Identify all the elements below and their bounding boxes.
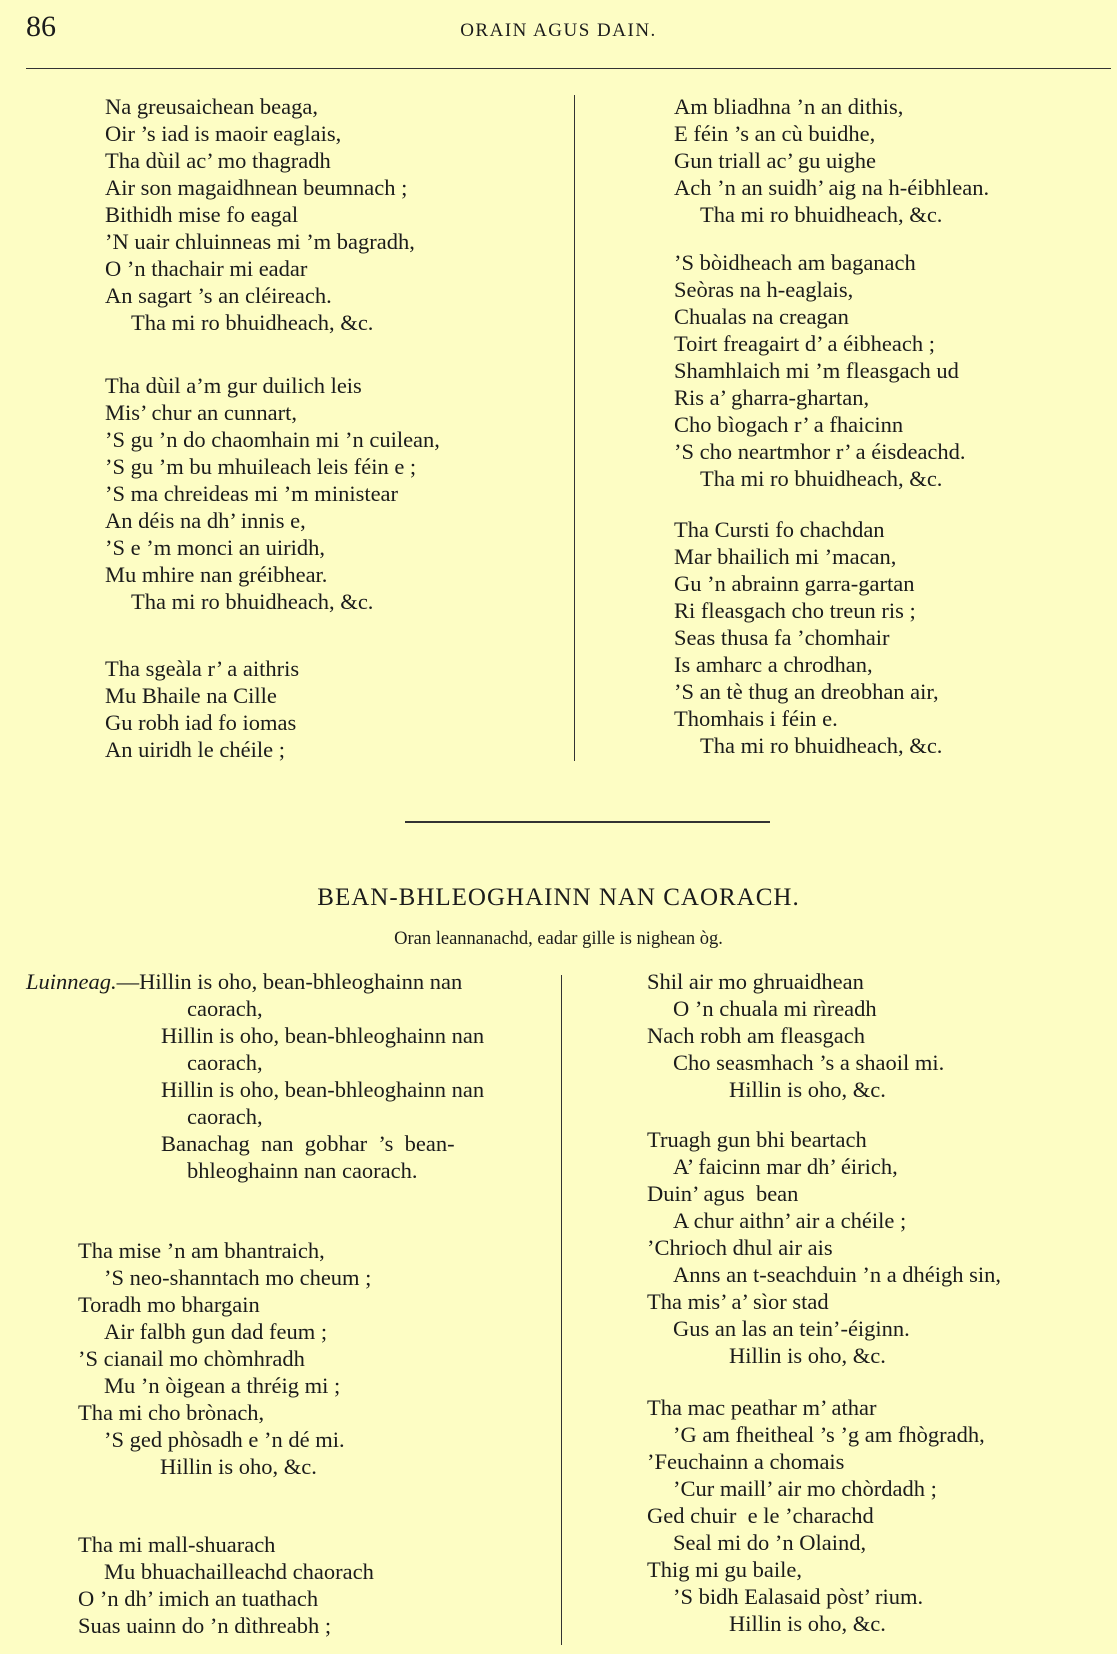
stanza (105, 655, 299, 763)
verse-line: ’S gu ’n do chaomhain mi ’n cuilean, (105, 427, 440, 452)
verse-line: ’N uair chluinneas mi ’m bagradh, (105, 229, 415, 254)
refrain-line: Hillin is oho, &c. (729, 1343, 886, 1368)
verse-line: ’S cianail mo chòmhradh (78, 1346, 305, 1371)
verse-line: Thig mi gu baile, (647, 1557, 802, 1582)
verse-line: ’Cur maill’ air mo chòrdadh ; (673, 1476, 937, 1501)
song-title: BEAN-BHLEOGHAINN NAN CAORACH. (317, 884, 800, 911)
stanza (78, 1237, 371, 1480)
verse-line: O ’n chuala mi rìreadh (673, 996, 877, 1021)
refrain-line: Hillin is oho, &c. (729, 1611, 886, 1636)
verse-line: Mar bhailich mi ’macan, (674, 544, 897, 569)
verse-line: O ’n dh’ imich an tuathach (78, 1586, 319, 1611)
verse-line: An sagart ’s an cléireach. (105, 283, 332, 308)
verse-line: Na greusaichean beaga, (105, 94, 319, 119)
chorus-line: Hillin is oho, bean-bhleoghainn nan (161, 1023, 485, 1048)
stanza (674, 93, 989, 228)
verse-line: Tha mi mall-shuarach (78, 1532, 276, 1557)
verse-line: Tha dùil ac’ mo thagradh (105, 148, 331, 173)
verse-line: Gun triall ac’ gu uighe (674, 148, 877, 173)
verse-line: Chualas na creagan (674, 304, 849, 329)
verse-line: Toirt freagairt d’ a éibheach ; (674, 331, 935, 356)
header-rule (26, 68, 1111, 69)
luinneag-label: Luinneag. (26, 969, 117, 994)
verse-line: An déis na dh’ innis e, (105, 508, 306, 533)
verse-line: Truagh gun bhi beartach (647, 1127, 867, 1152)
verse-line: A chur aithn’ air a chéile ; (673, 1208, 907, 1233)
stanza (105, 93, 415, 336)
verse-line: Is amharc a chrodhan, (674, 652, 873, 677)
verse-line: ’S gu ’m bu mhuileach leis féin e ; (105, 454, 417, 479)
stanza (674, 516, 942, 759)
verse-line: Nach robh am fleasgach (647, 1023, 866, 1048)
verse-line: Gus an las an tein’-éiginn. (673, 1316, 910, 1341)
verse-line: Tha mis’ a’ sìor stad (647, 1289, 829, 1314)
refrain-line: Tha mi ro bhuidheach, &c. (700, 202, 943, 227)
song-subtitle: Oran leannanachd, eadar gille is nighean òg. (394, 929, 723, 949)
verse-line: Tha mise ’n am bhantraich, (78, 1238, 325, 1263)
verse-line: ’S ma chreideas mi ’m ministear (105, 481, 399, 506)
chorus-line: bhleoghainn nan caorach. (187, 1158, 418, 1183)
verse-line: Mu bhuachailleachd chaorach (104, 1559, 374, 1584)
verse-line: Cho bìogach r’ a fhaicinn (674, 412, 904, 437)
verse-line: Cho seasmhach ’s a shaoil mi. (673, 1050, 945, 1075)
verse-line: An uiridh le chéile ; (105, 737, 285, 762)
stanza (647, 968, 944, 1103)
verse-line: Suas uainn do ’n dìthreabh ; (78, 1613, 332, 1638)
column-divider (574, 95, 575, 761)
column-divider (561, 975, 562, 1645)
refrain-line: Tha mi ro bhuidheach, &c. (700, 733, 943, 758)
verse-line: E féin ’s an cù buidhe, (674, 121, 876, 146)
stanza (647, 1126, 1001, 1369)
verse-line: ’S e ’m monci an uiridh, (105, 535, 325, 560)
chorus-line: caorach, (187, 1050, 263, 1075)
verse-line: Seas thusa fa ’chomhair (674, 625, 890, 650)
verse-line: ’S bidh Ealasaid pòst’ rium. (673, 1584, 924, 1609)
chorus-line: caorach, (187, 996, 263, 1021)
verse-line: Anns an t-seachduin ’n a dhéigh sin, (673, 1262, 1002, 1287)
refrain-line: Hillin is oho, &c. (729, 1077, 886, 1102)
verse-line: A’ faicinn mar dh’ éirich, (673, 1154, 898, 1179)
verse-line: Air falbh gun dad feum ; (104, 1319, 328, 1344)
verse-line: Shamhlaich mi ’m fleasgach ud (674, 358, 959, 383)
verse-line: Ri fleasgach cho treun ris ; (674, 598, 916, 623)
verse-line: Tha dùil a’m gur duilich leis (105, 373, 362, 398)
verse-line: Tha mac peathar m’ athar (647, 1395, 877, 1420)
verse-line: Thomhais i féin e. (674, 706, 838, 731)
verse-line: ’S ged phòsadh e ’n dé mi. (104, 1427, 345, 1452)
verse-line: ’S cho neartmhor r’ a éisdeachd. (674, 439, 966, 464)
chorus-line: caorach, (187, 1104, 263, 1129)
verse-line: Gu ’n abrainn garra-gartan (674, 571, 915, 596)
verse-line: Tha mi cho brònach, (78, 1400, 265, 1425)
stanza (674, 249, 966, 492)
running-title: ORAIN AGUS DAIN. (460, 20, 657, 41)
refrain-line: Hillin is oho, &c. (160, 1454, 317, 1479)
chorus-line: Hillin is oho, bean-bhleoghainn nan (161, 1077, 485, 1102)
verse-line: ’Chrioch dhul air ais (647, 1235, 833, 1260)
verse-line: Oir ’s iad is maoir eaglais, (105, 121, 342, 146)
chorus-line: Banachag nan gobhar ’s bean- (161, 1131, 455, 1156)
verse-line: Am bliadhna ’n an dithis, (674, 94, 904, 119)
stanza (647, 1394, 985, 1637)
refrain-line: Tha mi ro bhuidheach, &c. (131, 589, 374, 614)
chorus-line: —Hillin is oho, bean-bhleoghainn nan (116, 969, 463, 994)
verse-line: Seal mi do ’n Olaind, (673, 1530, 867, 1555)
refrain-line: Tha mi ro bhuidheach, &c. (131, 310, 374, 335)
page-number: 86 (26, 10, 56, 43)
verse-line: Ach ’n an suidh’ aig na h-éibhlean. (674, 175, 990, 200)
verse-line: ’Feuchainn a chomais (647, 1449, 845, 1474)
verse-line: Ged chuir e le ’charachd (647, 1503, 874, 1528)
verse-line: Seòras na h-eaglais, (674, 277, 854, 302)
verse-line: Mu Bhaile na Cille (105, 683, 277, 708)
verse-line: Mu ’n òigean a thréig mi ; (104, 1373, 341, 1398)
verse-line: Toradh mo bhargain (78, 1292, 260, 1317)
verse-line: Bithidh mise fo eagal (105, 202, 299, 227)
verse-line: Tha Cursti fo chachdan (674, 517, 885, 542)
verse-line: Air son magaidhnean beumnach ; (105, 175, 408, 200)
verse-line: ’S neo-shanntach mo cheum ; (104, 1265, 372, 1290)
verse-line: Duin’ agus bean (647, 1181, 799, 1206)
verse-line: Ris a’ gharra-ghartan, (674, 385, 870, 410)
verse-line: O ’n thachair mi eadar (105, 256, 308, 281)
verse-line: Tha sgeàla r’ a aithris (105, 656, 300, 681)
stanza (78, 1531, 374, 1639)
verse-line: Shil air mo ghruaidhean (647, 969, 864, 994)
verse-line: ’G am fheitheal ’s ’g am fhògradh, (673, 1422, 985, 1447)
section-separator (405, 821, 770, 823)
verse-line: ’S an tè thug an dreobhan air, (674, 679, 939, 704)
verse-line: Mu mhire nan gréibhear. (105, 562, 328, 587)
verse-line: Gu robh iad fo iomas (105, 710, 297, 735)
verse-line: Mis’ chur an cunnart, (105, 400, 298, 425)
verse-line: ’S bòidheach am baganach (674, 250, 916, 275)
stanza (105, 372, 440, 615)
refrain-line: Tha mi ro bhuidheach, &c. (700, 466, 943, 491)
luinneag-chorus (26, 968, 484, 1184)
